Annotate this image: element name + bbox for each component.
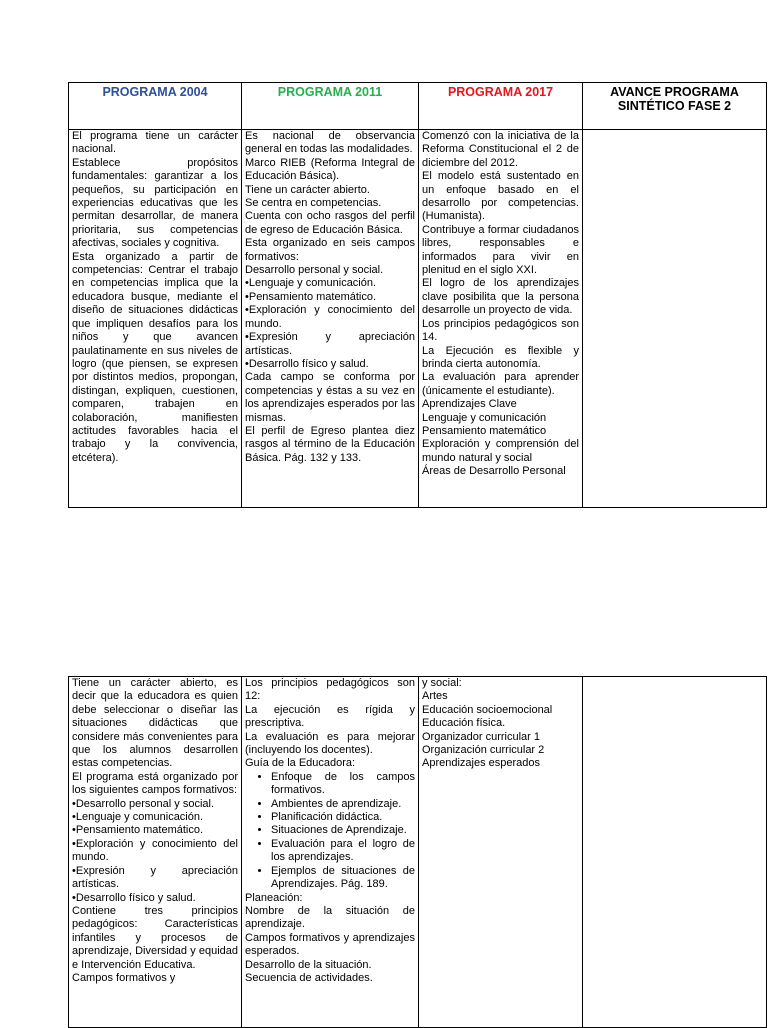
paragraph: Contiene tres principios pedagógicos: Características infantiles y procesos de aprendizaje, Diversidad y equidad e Intervención Educativa.: [72, 904, 238, 971]
paragraph: Aprendizajes Clave: [422, 398, 517, 411]
cell-2004: [69, 130, 242, 508]
paragraph: Educación socioemocional: [422, 703, 553, 716]
paragraph: Los principios pedagógicos son 12:: [245, 677, 415, 703]
list-item: • Planificación didáctica.: [271, 811, 415, 824]
paragraph: •Exploración y conocimiento del mundo.: [245, 304, 415, 330]
paragraph: Áreas de Desarrollo Personal: [422, 465, 566, 478]
cell-2011-continued: [242, 677, 419, 1028]
paragraph: Campos formativos y aprendizajes esperados.: [245, 931, 415, 958]
paragraph: •Exploración y conocimiento del mundo.: [72, 837, 238, 864]
paragraph: Aprendizajes esperados: [422, 757, 541, 770]
paragraph: Exploración y comprensión del mundo natural y social: [422, 438, 579, 464]
paragraph: Esta organizado a partir de competencias: Centrar el trabajo en competencias implica que la educadora busque, mediante el diseño de situaciones didácticas que impliquen desafíos para los niños y que avancen paulatinamente en sus niveles de logro (que piensen, se expresen por distintos medios, propongan, distingan, expliquen, cuestionen, comparen, trabajen en colaboración, manifiesten actitudes favorables hacia el trabajo y la convivencia, etcétera).: [72, 250, 238, 464]
paragraph: Campos formativos y: [72, 971, 176, 984]
guia-educadora-list: [245, 771, 415, 892]
paragraph: •Pensamiento matemático.: [72, 824, 204, 837]
paragraph: Cuenta con ocho rasgos del perfil de egreso de Educación Básica.: [245, 210, 415, 236]
body-row: [69, 677, 767, 1028]
cell-2004-continued: [69, 677, 242, 1028]
list-item: • Evaluación para el logro de los aprendizajes.: [271, 838, 415, 865]
paragraph: •Desarrollo físico y salud.: [72, 891, 196, 904]
paragraph: El modelo está sustentado en un enfoque basado en el desarrollo por competencias. (Humanista).: [422, 170, 579, 223]
header-row: [69, 83, 767, 130]
paragraph: Desarrollo personal y social.: [245, 264, 384, 277]
paragraph: Nombre de la situación de aprendizaje.: [245, 904, 415, 931]
paragraph: y social:: [422, 677, 462, 689]
cell-2017: [419, 130, 583, 508]
paragraph: Pensamiento matemático: [422, 424, 547, 437]
paragraph: Lenguaje y comunicación: [422, 411, 547, 424]
paragraph: La evaluación es para mejorar (incluyendo los docentes).: [245, 730, 415, 757]
paragraph: El perfil de Egreso plantea diez rasgos al término de la Educación Básica. Pág. 132 y 133.: [245, 424, 415, 464]
list-item: • Situaciones de Aprendizaje.: [271, 824, 415, 837]
paragraph: El programa está organizado por los siguientes campos formativos:: [72, 770, 238, 797]
comparison-table-page-1: [68, 82, 767, 508]
header-programa-2017: PROGRAMA 2017: [419, 83, 583, 130]
paragraph: Los principios pedagógicos son 14.: [422, 317, 579, 344]
paragraph: •Expresión y apreciación artísticas.: [245, 331, 415, 357]
list-item: • Ambientes de aprendizaje.: [271, 798, 415, 811]
paragraph: •Pensamiento matemático.: [245, 290, 377, 303]
paragraph: •Lenguaje y comunicación.: [72, 811, 204, 824]
paragraph: Esta organizado en seis campos formativos:: [245, 237, 415, 263]
cell-avance-empty: [583, 130, 767, 508]
header-programa-2004: PROGRAMA 2004: [69, 83, 242, 130]
paragraph: •Desarrollo personal y social.: [72, 797, 215, 810]
cell-avance-empty: [583, 677, 767, 1028]
paragraph: Es nacional de observancia general en todas las modalidades.: [245, 130, 415, 156]
cell-2011: [242, 130, 419, 508]
paragraph: Guía de la Educadora:: [245, 757, 356, 770]
list-item: • Ejemplos de situaciones de Aprendizajes. Pág. 189.: [271, 865, 415, 892]
cell-2017-continued: [419, 677, 583, 1028]
paragraph: Secuencia de actividades.: [245, 971, 373, 984]
paragraph: •Lenguaje y comunicación.: [245, 277, 377, 290]
paragraph: Organizador curricular 1: [422, 730, 540, 743]
paragraph: Comenzó con la iniciativa de la Reforma Constitucional el 2 de diciembre del 2012.: [422, 130, 579, 169]
paragraph: Establece propósitos fundamentales: garantizar a los pequeños, su participación en experiencias educativas que les permitan desarrollar, de manera prioritaria, sus competencias afectivas, sociales y cognitiva.: [72, 156, 238, 250]
paragraph: Planeación:: [245, 891, 303, 904]
paragraph: •Expresión y apreciación artísticas.: [72, 864, 238, 891]
paragraph: Tiene un carácter abierto.: [245, 183, 370, 196]
paragraph: Educación física.: [422, 717, 506, 730]
paragraph: Organización curricular 2: [422, 744, 545, 757]
paragraph: Contribuye a formar ciudadanos libres, responsables e informados para vivir en plenitud en el siglo XXI.: [422, 223, 579, 277]
header-programa-2011: PROGRAMA 2011: [242, 83, 419, 130]
body-row: [69, 130, 767, 508]
paragraph: Se centra en competencias.: [245, 197, 382, 210]
paragraph: Marco RIEB (Reforma Integral de Educación Básica).: [245, 156, 415, 183]
paragraph: Artes: [422, 690, 448, 703]
paragraph: Cada campo se conforma por competencias y éstas a su vez en los aprendizajes esperados por las mismas.: [245, 371, 415, 424]
paragraph: Tiene un carácter abierto, es decir que la educadora es quien debe seleccionar o diseñar las situaciones didácticas que considere más convenientes para que los alumnos desarrollen estas competencias.: [72, 677, 238, 770]
paragraph: La ejecución es rígida y prescriptiva.: [245, 703, 415, 730]
paragraph: La evaluación para aprender (únicamente el estudiante).: [422, 371, 579, 397]
paragraph: •Desarrollo físico y salud.: [245, 357, 369, 370]
paragraph: El programa tiene un carácter nacional.: [72, 130, 238, 156]
header-avance-programa: AVANCE PROGRAMA SINTÉTICO FASE 2: [583, 83, 767, 130]
paragraph: La Ejecución es flexible y brinda cierta autonomía.: [422, 344, 579, 370]
list-item: • Enfoque de los campos formativos.: [271, 771, 415, 798]
comparison-table-page-2: [68, 676, 767, 1028]
paragraph: El logro de los aprendizajes clave posibilita que la persona desarrolle un proyecto de vida.: [422, 277, 579, 317]
paragraph: Desarrollo de la situación.: [245, 958, 372, 971]
